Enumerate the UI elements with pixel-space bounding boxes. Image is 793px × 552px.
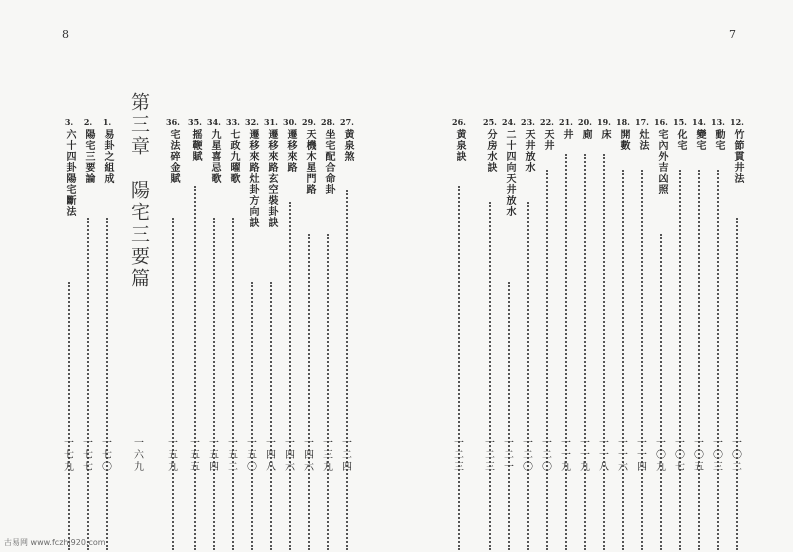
leader-dots [346,190,348,550]
entry-page: 一五五 [190,438,200,473]
entry-title: 易卦之組成 [102,129,113,184]
toc-entry[interactable] [263,117,279,473]
leader-dots [251,282,253,550]
entry-title: 遷移來路玄空裝卦訣 [266,129,277,228]
toc-entry[interactable] [577,117,593,473]
entry-title: 七政九曜歌 [228,129,239,184]
toc-entry[interactable] [99,117,115,473]
entry-title: 二十四向天井放水 [504,129,515,217]
entry-title: 宅法碎金賦 [168,129,179,184]
entry-page: 一七九 [64,438,74,473]
entry-page: 一二一 [504,438,514,473]
entry-page: 一三九 [323,438,333,473]
entry-title: 開數 [618,129,629,151]
entry-title: 灶法 [637,129,648,151]
toc-entry[interactable] [165,117,181,473]
entry-number: 23. [521,117,535,127]
leader-dots [213,218,215,550]
entry-title: 竹節貫井法 [732,129,743,184]
entry-title: 化宅 [675,129,686,151]
entry-number: 36. [166,117,180,127]
leader-dots [489,202,491,550]
leader-dots [308,234,310,550]
entry-number: 34. [207,117,221,127]
entry-page: 一二四 [342,438,352,473]
entry-page: 一二〇 [542,438,552,473]
watermark: 古易网 www.fczhj920.com [4,538,106,547]
entry-number: 19. [597,117,611,127]
entry-title: 廁 [580,129,591,140]
entry-page: 一一四 [637,438,647,473]
chapter-page: 一六九 [134,438,144,473]
leader-dots [603,154,605,550]
toc-entry[interactable] [80,117,96,473]
leader-dots [660,234,662,550]
entry-title: 變宅 [694,129,705,151]
toc-entry[interactable] [634,117,650,473]
entry-title: 遷移來路 [285,129,296,173]
toc-entry[interactable] [501,117,517,473]
entry-number: 15. [673,117,687,127]
entry-page: 一五九 [168,438,178,473]
toc-entry[interactable] [615,117,631,473]
leader-dots [172,218,174,550]
entry-title: 宅內外吉凶照 [656,129,667,195]
entry-number: 14. [692,117,706,127]
entry-page: 一一八 [599,438,609,473]
entry-title: 天機木星門路 [304,129,315,195]
leader-dots [194,186,196,550]
leader-dots [698,170,700,550]
leader-dots [622,170,624,550]
entry-page: 一一六 [618,438,628,473]
entry-title: 陽宅三要論 [83,129,94,184]
toc-entry[interactable] [339,117,355,473]
toc-entry[interactable] [672,117,688,473]
leader-dots [270,282,272,550]
leader-dots [679,170,681,550]
leader-dots [508,282,510,550]
leader-dots [458,186,460,550]
leader-dots [736,218,738,550]
entry-page: 一一九 [580,438,590,473]
entry-page: 一二三 [485,438,495,473]
entry-number: 32. [245,117,259,127]
entry-number: 17. [635,117,649,127]
entry-title: 九星喜忌歌 [209,129,220,184]
entry-page: 一四六 [285,438,295,473]
leader-dots [717,170,719,550]
toc-entry[interactable] [225,117,241,473]
entry-number: 25. [483,117,497,127]
entry-page: 一二三 [454,438,464,473]
toc-entry[interactable] [710,117,726,473]
toc-entry[interactable] [653,117,669,473]
entry-number: 26. [452,117,466,127]
toc-entry[interactable] [320,117,336,473]
entry-number: 30. [283,117,297,127]
entry-number: 24. [502,117,516,127]
entry-number: 1. [102,117,112,127]
toc-entry[interactable] [482,117,498,473]
left-page-number: 8 [62,28,69,41]
entry-number: 35. [188,117,202,127]
toc-entry[interactable] [691,117,707,473]
toc-entry[interactable] [520,117,536,473]
entry-title: 動宅 [713,129,724,151]
entry-page: 一二〇 [523,438,533,473]
leader-dots [68,282,70,550]
chapter-heading[interactable] [128,92,150,290]
entry-page: 一〇二 [732,438,742,473]
entry-page: 一五四 [209,438,219,473]
entry-title: 六十四卦陽宅斷法 [64,129,75,217]
entry-page: 一〇七 [675,438,685,473]
entry-number: 21. [559,117,573,127]
entry-title: 黄泉訣 [454,129,465,162]
entry-number: 27. [340,117,354,127]
entry-number: 13. [711,117,725,127]
entry-number: 2. [83,117,93,127]
entry-page: 一五二 [228,438,238,473]
leader-dots [584,154,586,550]
toc-entry[interactable] [61,117,77,473]
entry-number: 31. [264,117,278,127]
toc-entry[interactable] [244,117,260,473]
entry-number: 12. [730,117,744,127]
entry-page: 一七〇 [102,438,112,473]
leader-dots [232,218,234,550]
entry-title: 摇鞭賦 [190,129,201,162]
entry-page: 一七七 [83,438,93,473]
entry-page: 一〇五 [694,438,704,473]
toc-entry[interactable] [558,117,574,473]
entry-title: 黄泉煞 [342,129,353,162]
entry-number: 16. [654,117,668,127]
entry-title: 井 [561,129,572,140]
entry-page: 一五〇 [247,438,257,473]
entry-title: 床 [599,129,610,140]
entry-number: 20. [578,117,592,127]
right-page-number: 7 [729,28,736,41]
toc-entry[interactable] [206,117,222,473]
toc-entry[interactable] [596,117,612,473]
entry-title: 分房水訣 [485,129,496,173]
entry-page: 一四六 [304,438,314,473]
leader-dots [546,170,548,550]
entry-number: 3. [64,117,74,127]
entry-page: 一一九 [561,438,571,473]
leader-dots [106,218,108,550]
toc-entry[interactable] [187,117,203,473]
entry-title: 天井放水 [523,129,534,173]
entry-page: 一〇九 [656,438,666,473]
leader-dots [87,218,89,550]
leader-dots [527,202,529,550]
toc-entry[interactable] [301,117,317,473]
leader-dots [565,154,567,550]
entry-number: 28. [321,117,335,127]
entry-number: 18. [616,117,630,127]
toc-entry[interactable] [451,117,467,473]
leader-dots [289,202,291,550]
toc-entry[interactable] [539,117,555,473]
entry-page: 一〇三 [713,438,723,473]
toc-entry[interactable] [729,117,745,473]
leader-dots [641,170,643,550]
entry-page: 一四八 [266,438,276,473]
entry-number: 29. [302,117,316,127]
entry-number: 33. [226,117,240,127]
entry-title: 坐宅配合命卦 [323,129,334,195]
toc-entry[interactable] [282,117,298,473]
entry-number: 22. [540,117,554,127]
entry-title: 天井 [542,129,553,151]
entry-title: 遷移來路灶卦方向訣 [247,129,258,228]
chapter-title: 第三章 陽宅三要篇 [128,92,150,290]
leader-dots [327,234,329,550]
